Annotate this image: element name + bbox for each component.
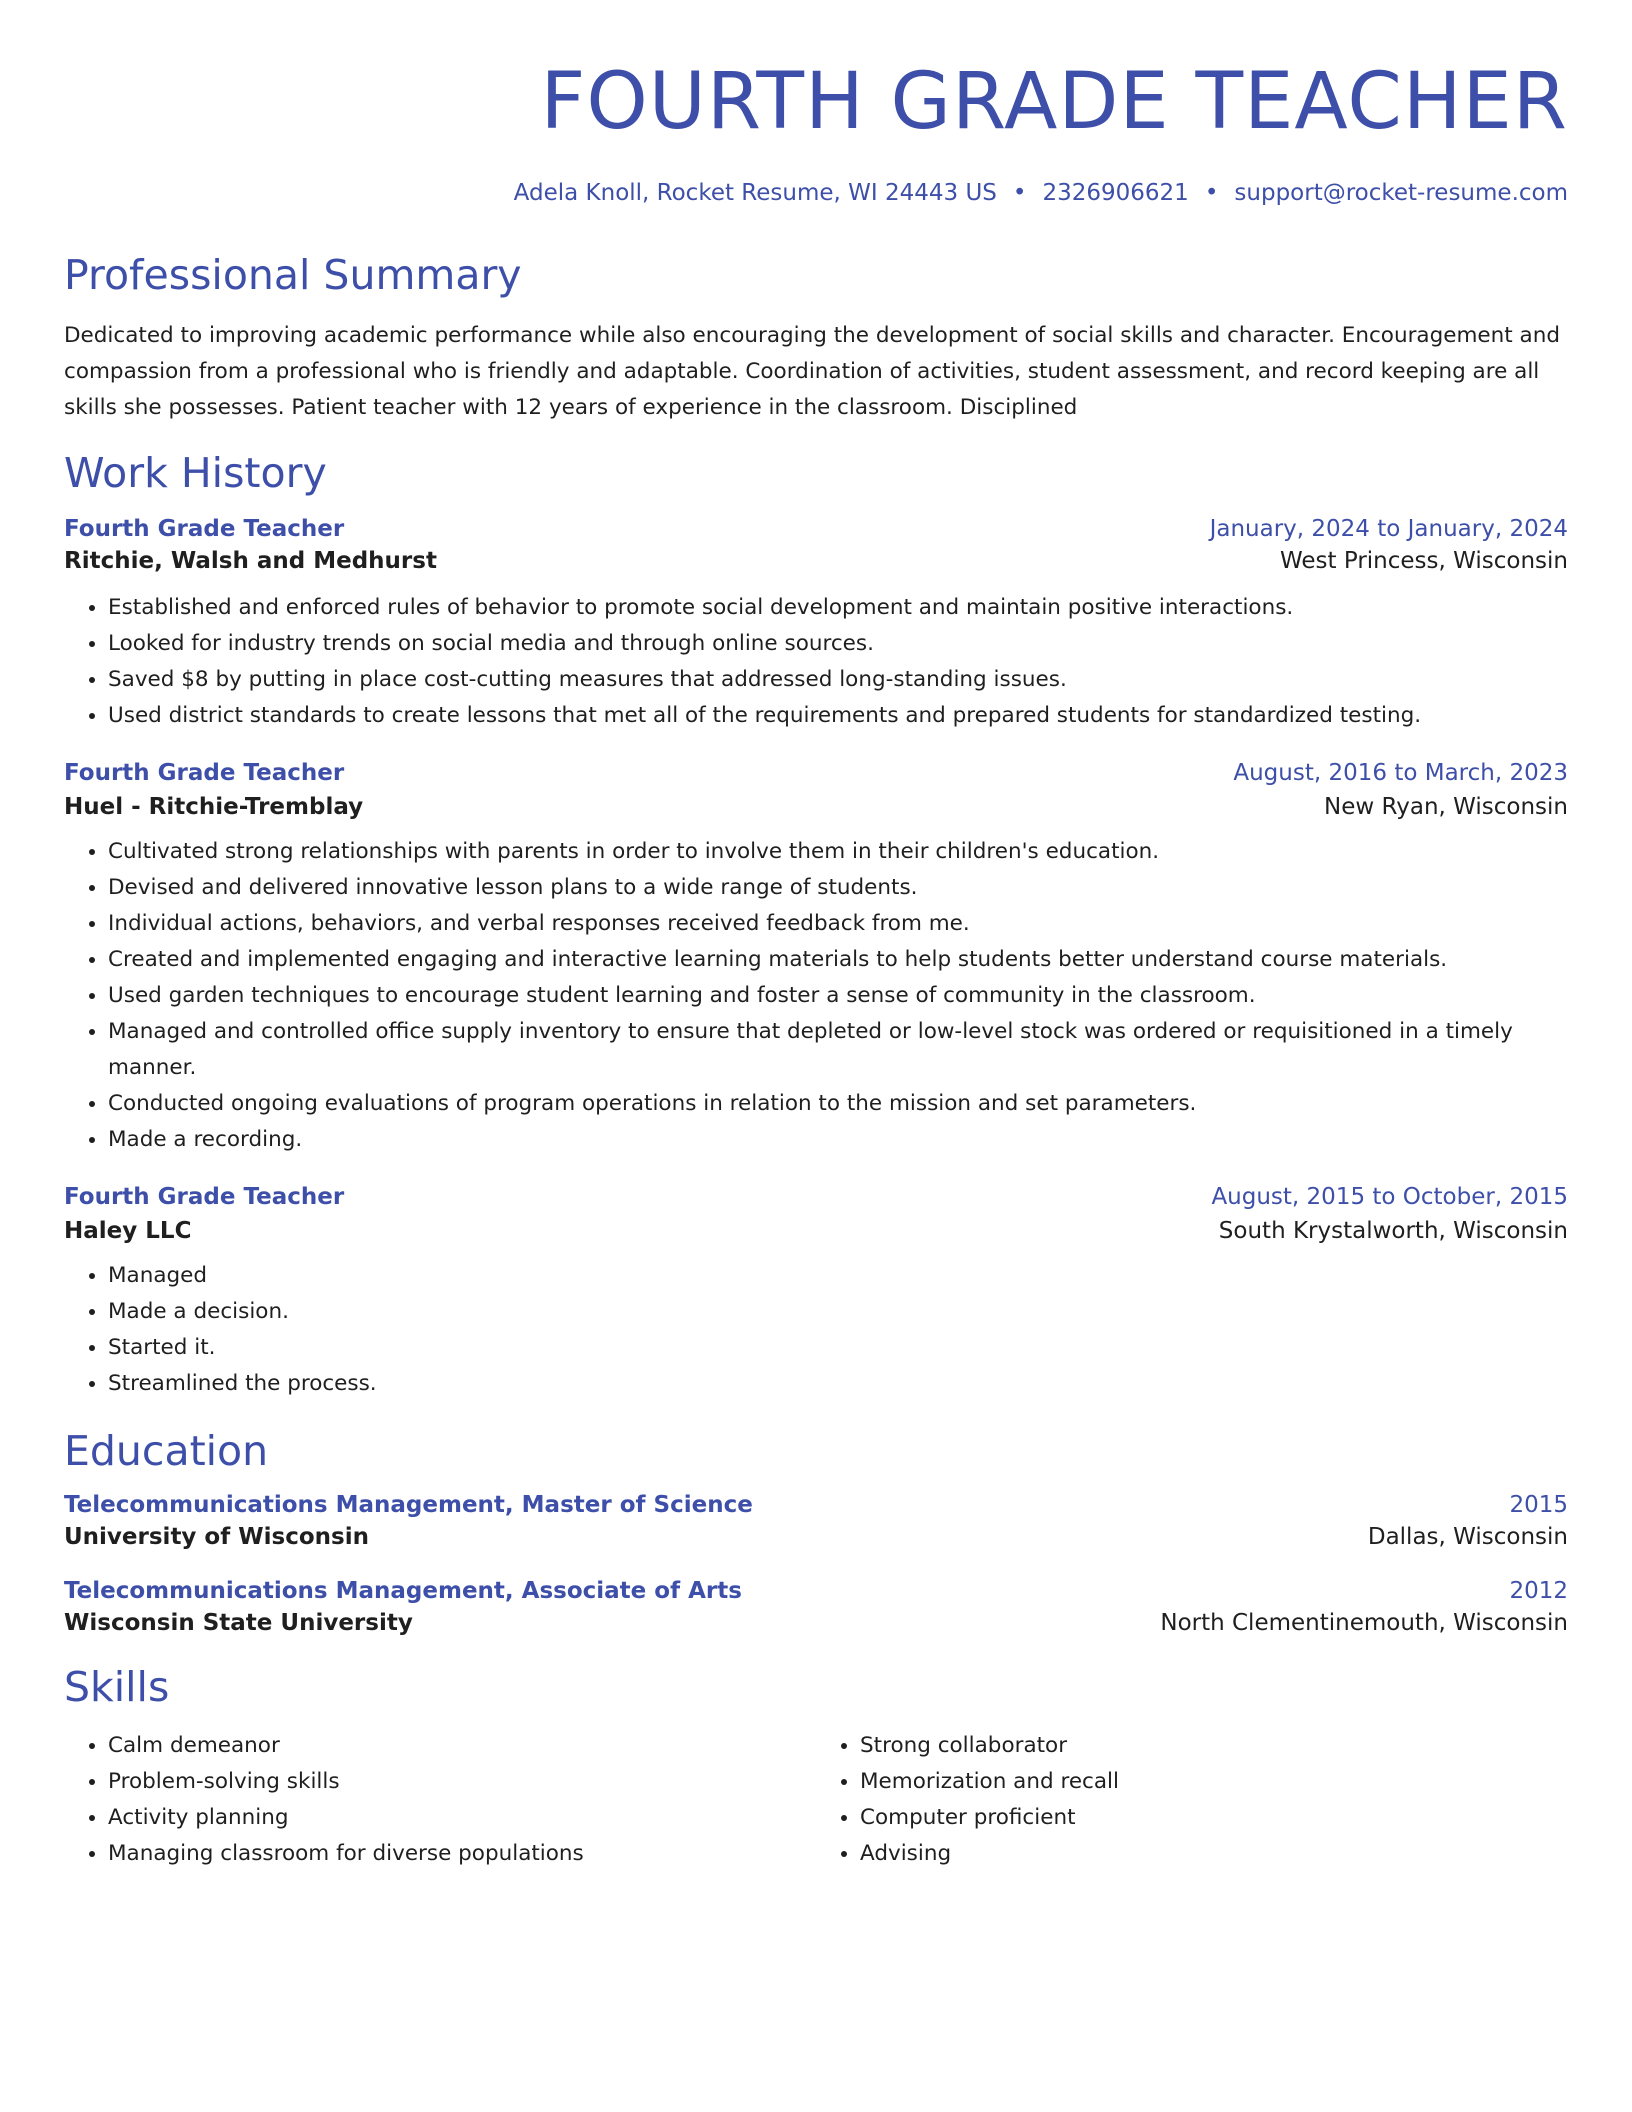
list-item: • Managed and controlled office supply inventory to ensure that depleted or low-level stock was ordered or requisitioned in a timely manner. xyxy=(108,1014,1568,1086)
job-company-row xyxy=(64,1218,1568,1244)
education-school: Wisconsin State University xyxy=(64,1610,413,1636)
job-role: Fourth Grade Teacher xyxy=(64,760,345,786)
job-title-row xyxy=(64,516,1568,542)
contact-separator: • xyxy=(1204,180,1219,206)
contact-phone: 2326906621 xyxy=(1042,180,1189,206)
skills-heading: Skills xyxy=(64,1663,170,1711)
list-item: • Started it. xyxy=(108,1330,1568,1366)
education-degree-row xyxy=(64,1492,1568,1518)
job-entry-1 xyxy=(64,516,1568,734)
education-degree: Telecommunications Management, Master of Science xyxy=(64,1492,753,1518)
skills-grid xyxy=(64,1728,1568,1872)
education-degree-row xyxy=(64,1578,1568,1604)
education-school: University of Wisconsin xyxy=(64,1524,369,1550)
contact-address: Adela Knoll, Rocket Resume, WI 24443 US xyxy=(513,180,997,206)
list-item: • Established and enforced rules of behavior to promote social development and maintain positive interactions. xyxy=(108,590,1568,626)
job-company: Huel - Ritchie-Tremblay xyxy=(64,794,364,820)
job-company: Ritchie, Walsh and Medhurst xyxy=(64,548,437,574)
job-location: South Krystalworth, Wisconsin xyxy=(1218,1218,1568,1244)
list-item: • Devised and delivered innovative lesson plans to a wide range of students. xyxy=(108,870,1568,906)
list-item: • Used garden techniques to encourage student learning and foster a sense of community in the classroom. xyxy=(108,978,1568,1014)
education-degree: Telecommunications Management, Associate of Arts xyxy=(64,1578,742,1604)
skill-item: • Activity planning xyxy=(108,1800,816,1836)
work-history-heading: Work History xyxy=(64,449,327,497)
resume-title: FOURTH GRADE TEACHER xyxy=(540,57,1568,147)
job-bullets xyxy=(64,834,1568,1158)
list-item: • Saved $8 by putting in place cost-cutting measures that addressed long-standing issues. xyxy=(108,662,1568,698)
education-location: North Clementinemouth, Wisconsin xyxy=(1160,1610,1568,1636)
list-item: • Made a recording. xyxy=(108,1122,1568,1158)
education-entry-1 xyxy=(64,1492,1568,1550)
education-entry-2 xyxy=(64,1578,1568,1636)
job-role: Fourth Grade Teacher xyxy=(64,1184,345,1210)
summary-heading: Professional Summary xyxy=(64,251,522,299)
job-dates: August, 2016 to March, 2023 xyxy=(1233,760,1568,786)
skill-item: • Strong collaborator xyxy=(860,1728,1568,1764)
skills-column-left xyxy=(64,1728,816,1872)
list-item: • Made a decision. xyxy=(108,1294,1568,1330)
job-dates: August, 2015 to October, 2015 xyxy=(1211,1184,1568,1210)
education-year: 2012 xyxy=(1509,1578,1568,1604)
job-location: West Princess, Wisconsin xyxy=(1280,548,1568,574)
job-title-row xyxy=(64,1184,1568,1210)
education-school-row xyxy=(64,1524,1568,1550)
job-company-row xyxy=(64,794,1568,820)
skill-item: • Memorization and recall xyxy=(860,1764,1568,1800)
skill-item: • Computer proficient xyxy=(860,1800,1568,1836)
job-entry-3 xyxy=(64,1184,1568,1402)
skills-column-right xyxy=(816,1728,1568,1872)
job-dates: January, 2024 to January, 2024 xyxy=(1209,516,1568,542)
contact-email: support@rocket-resume.com xyxy=(1234,180,1568,206)
job-location: New Ryan, Wisconsin xyxy=(1324,794,1568,820)
job-bullets xyxy=(64,590,1568,734)
skill-item: • Calm demeanor xyxy=(108,1728,816,1764)
list-item: • Streamlined the process. xyxy=(108,1366,1568,1402)
contact-separator: • xyxy=(1012,180,1027,206)
list-item: • Looked for industry trends on social media and through online sources. xyxy=(108,626,1568,662)
education-location: Dallas, Wisconsin xyxy=(1367,1524,1568,1550)
list-item: • Cultivated strong relationships with parents in order to involve them in their children's education. xyxy=(108,834,1568,870)
contact-line xyxy=(64,178,1568,208)
education-school-row xyxy=(64,1610,1568,1636)
job-company-row xyxy=(64,548,1568,574)
job-bullets xyxy=(64,1258,1568,1402)
summary-text: Dedicated to improving academic performance while also encouraging the development of social skills and character. Encouragement and compassion from a professional who is friendly and adaptable. Coordination of activities, student assessment, and record keeping are all skills she possesses. Patient teacher with 12 years of experience in the classroom. Disciplined xyxy=(64,323,1560,420)
job-company: Haley LLC xyxy=(64,1218,192,1244)
list-item: • Individual actions, behaviors, and verbal responses received feedback from me. xyxy=(108,906,1568,942)
job-title-row xyxy=(64,760,1568,786)
list-item: • Used district standards to create lessons that met all of the requirements and prepared students for standardized testing. xyxy=(108,698,1568,734)
education-heading: Education xyxy=(64,1427,269,1475)
job-role: Fourth Grade Teacher xyxy=(64,516,345,542)
skill-item: • Problem-solving skills xyxy=(108,1764,816,1800)
list-item: • Managed xyxy=(108,1258,1568,1294)
job-entry-2 xyxy=(64,760,1568,1158)
list-item: • Created and implemented engaging and interactive learning materials to help students better understand course materials. xyxy=(108,942,1568,978)
education-year: 2015 xyxy=(1509,1492,1568,1518)
list-item: • Conducted ongoing evaluations of program operations in relation to the mission and set parameters. xyxy=(108,1086,1568,1122)
skill-item: • Managing classroom for diverse populations xyxy=(108,1836,816,1872)
skill-item: • Advising xyxy=(860,1836,1568,1872)
